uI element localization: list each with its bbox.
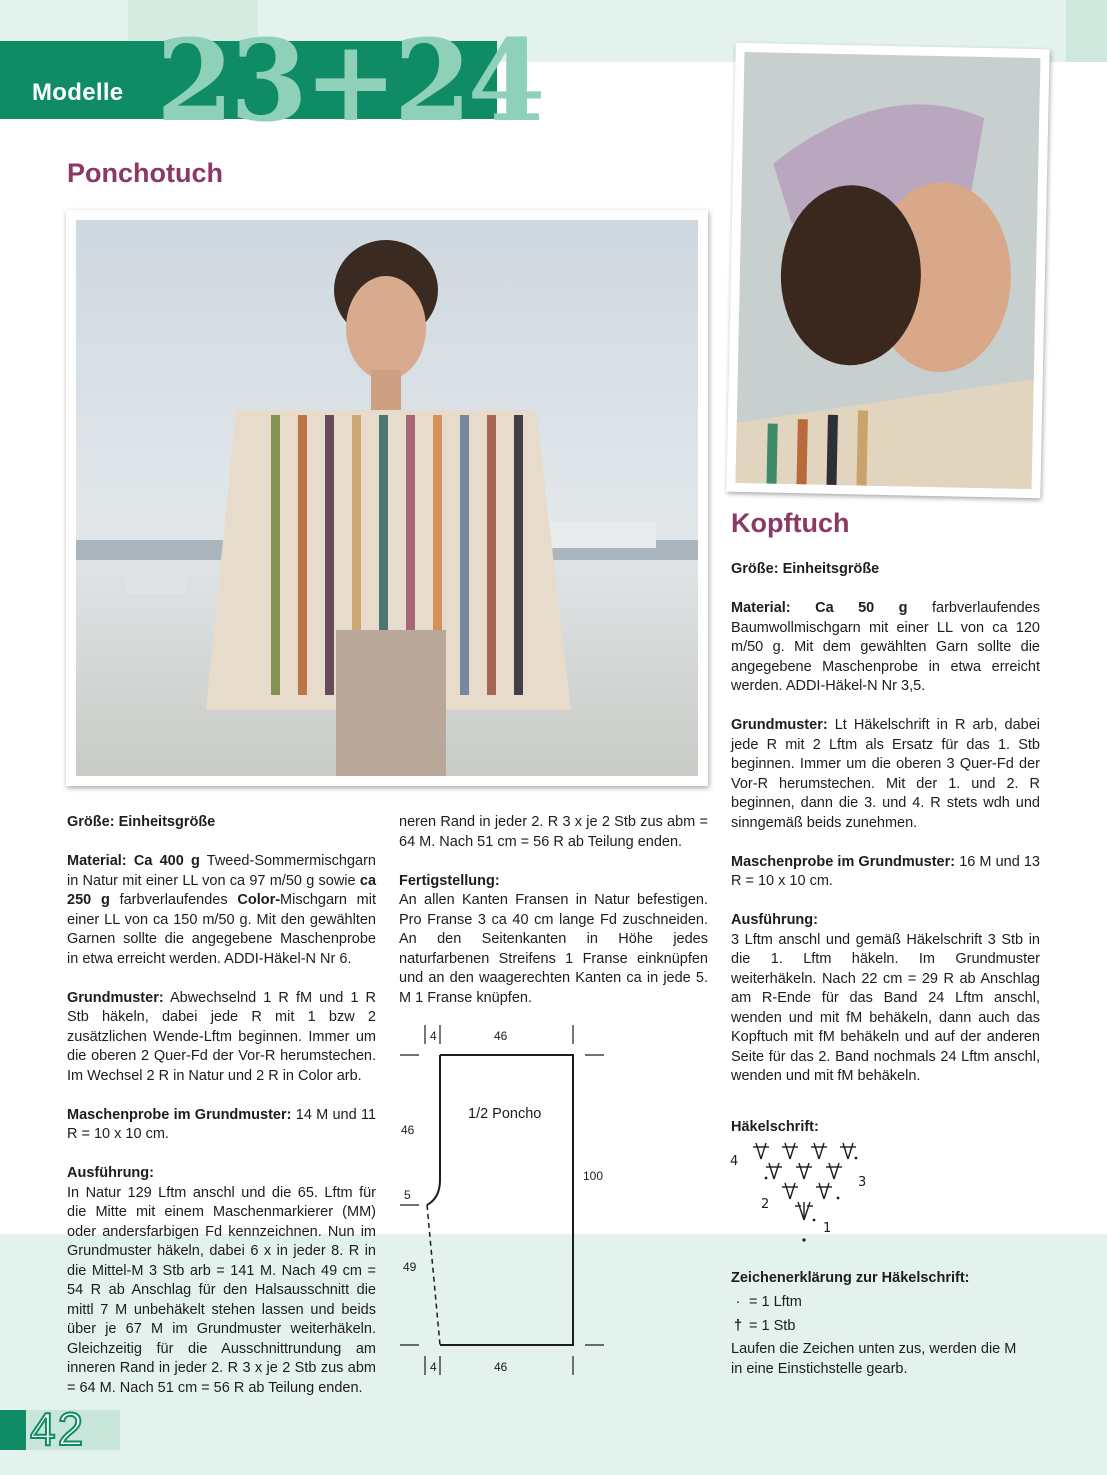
maschenprobe-text: 16 M und 13 R = 10 x 10 cm. [731, 853, 1040, 889]
grundmuster-label: Grundmuster: [731, 717, 828, 733]
material-text-3: Mischgarn mit einer LL von ca 150 m/50 g. Mit den gewählten Garnen sollte die angegebene Maschenprobe in etwa erreicht werden. ADDI-Häkel-N Nr 6. [67, 892, 377, 967]
legend-label: Zeichenerklärung zur Häkelschrift: [731, 1270, 970, 1286]
maschenprobe-text: 14 M und 11 R = 10 x 10 cm. [67, 1106, 377, 1142]
kopftuch-title: Kopftuch [731, 508, 850, 538]
material-label: Material: [67, 853, 127, 869]
dim-top-width: 46 [494, 1029, 508, 1043]
chart-legend [731, 1266, 1031, 1379]
ausfuehrung-label: Ausführung: [731, 912, 818, 928]
material-amount: Ca 50 g [815, 600, 908, 616]
page-number: 42 [30, 1403, 86, 1455]
material-text: Tweed-Sommermischgarn in Natur mit einer LL von ca 97 m/50 g sowie [67, 853, 376, 889]
ausfuehrung-label: Ausführung: [67, 1165, 154, 1181]
chart-row-3: 3 [858, 1175, 867, 1190]
maschenprobe-label: Maschenprobe im Grundmuster: [67, 1106, 292, 1123]
chart-row-1: 1 [823, 1221, 832, 1236]
chart-row-2: 2 [761, 1197, 770, 1212]
chart-label: Häkelschrift: [731, 1119, 819, 1135]
grundmuster-label: Grundmuster: [67, 989, 164, 1006]
poncho-column-1 [67, 813, 376, 1398]
legend-note: Laufen die Zeichen unten zus, werden die M in eine Einstichstelle gearb. [731, 1341, 1017, 1377]
legend-text: = 1 Stb [749, 1318, 796, 1334]
dim-left-lower: 49 [403, 1260, 417, 1274]
poncho-title: Ponchotuch [67, 158, 223, 188]
dim-left-upper: 46 [401, 1123, 415, 1137]
fertigstellung-label: Fertigstellung: [399, 872, 500, 889]
header-label: Modelle [32, 79, 124, 106]
legend-text: = 1 Lftm [749, 1294, 802, 1310]
dim-bottom-width: 46 [494, 1360, 508, 1374]
dim-bottom-left: 4 [430, 1360, 437, 1374]
material-label: Material: [731, 600, 791, 616]
kopftuch-photo [726, 43, 1049, 498]
fertigstellung-text: An allen Kanten Fransen in Natur befestigen. Pro Franse 3 ca 40 cm lange Fd zuschneiden. An den Seitenkanten in Höhe jedes naturfarbenen Streifens 1 Franse einknüpfen und an den waagerechten Kanten ca in jede 5. M 1 Franse knüpfen. [399, 892, 708, 1006]
poncho-schematic [395, 1020, 625, 1380]
grundmuster-text: Lt Häkelschrift in R arb, dabei jede R mit 2 Lftm als Ersatz für das 1. Stb beginnen. Immer um die oberen 3 Quer-Fd der Vor-R herumstechen. Mit der 1. und 2. R beginnen, dann die 3. und 4. R stets wdh und sinngemäß beids zunehmen. [731, 717, 1040, 831]
material-text-2: farbverlaufendes [119, 892, 228, 908]
dim-top-left: 4 [430, 1029, 437, 1043]
size-value: Einheitsgröße [782, 561, 880, 577]
material-text: farbverlaufendes Baumwollmischgarn mit einer LL von ca 120 m/50 g. Mit dem gewählten Garn sollte die angegebene Maschenprobe in etwa erreicht werden. ADDI-Häkel-N Nr 3,5. [731, 600, 1040, 694]
double-crochet-symbol-icon: † [733, 1318, 743, 1334]
dim-right-height: 100 [583, 1169, 604, 1183]
legend-item [731, 1290, 1031, 1314]
grundmuster-text: Abwechselnd 1 R fM und 1 R Stb häkeln, dabei jede R mit 1 bzw 2 zusätzlichen Wende-Lftm beginnen. Immer um die oberen 2 Quer-Fd der Vor-R herumstechen. Im Wechsel 2 R in Natur und 2 R in Color arb. [67, 989, 376, 1084]
poncho-photo [66, 210, 708, 786]
material-brand: Color- [237, 892, 281, 908]
model-number: 23+24 [156, 16, 542, 147]
material-amount-2: ca 250 g [67, 872, 377, 908]
material-amount: Ca 400 g [133, 853, 200, 869]
ausfuehrung-text: In Natur 129 Lftm anschl und die 65. Lftm für die Mitte mit einem Maschenmarkierer (MM) oder andersfarbigen Fd kennzeichnen. Nun im Grundmuster häkeln, dabei 6 x in jeder 8. R in die Mittel-M 3 Stb arb = 141 M. Nach 49 cm = 54 R ab Anschlag für den Halsausschnitt die mittl 7 M unbehäkelt stehen lassen und beids über je 67 M im Grundmuster weiterhäkeln. Gleichzeitig für die Ausschnittrundung am inneren Rand in jeder 2. R 3 x je 2 Stb zus abm = 64 M. Nach 51 cm = 56 R ab Teilung enden. [67, 1184, 376, 1396]
poncho-column-2 [399, 813, 708, 1008]
chart-row-4: 4 [730, 1154, 739, 1169]
size-label: Größe: [67, 814, 115, 830]
legend-item [731, 1314, 1031, 1338]
crochet-chart [728, 1140, 878, 1250]
chain-symbol-icon: · [735, 1294, 741, 1310]
maschenprobe-label: Maschenprobe im Grundmuster: [731, 853, 956, 870]
size-value: Einheitsgröße [118, 814, 216, 830]
dim-curve: 5 [404, 1188, 411, 1202]
ausfuehrung-text: 3 Lftm anschl und gemäß Häkelschrift 3 Stb in die 1. Lftm häkeln. Im Grundmuster weiterhäkeln. Nach 22 cm = 29 R ab Anschlag am R-Ende für das Band 24 Lftm anschl, wenden und mit fM behäkeln, dann auch das Kopftuch mit fM behäkeln und auf der anderen Seite für das 2. Band nochmals 24 Lftm anschl, wenden und mit fM behäkeln. [731, 931, 1040, 1084]
ausfuehrung-continued: neren Rand in jeder 2. R 3 x je 2 Stb zus abm = 64 M. Nach 51 cm = 56 R ab Teilung enden. [399, 814, 708, 850]
schematic-title: 1/2 Poncho [468, 1106, 542, 1122]
kopftuch-column [731, 560, 1040, 1087]
size-label: Größe: [731, 561, 779, 577]
